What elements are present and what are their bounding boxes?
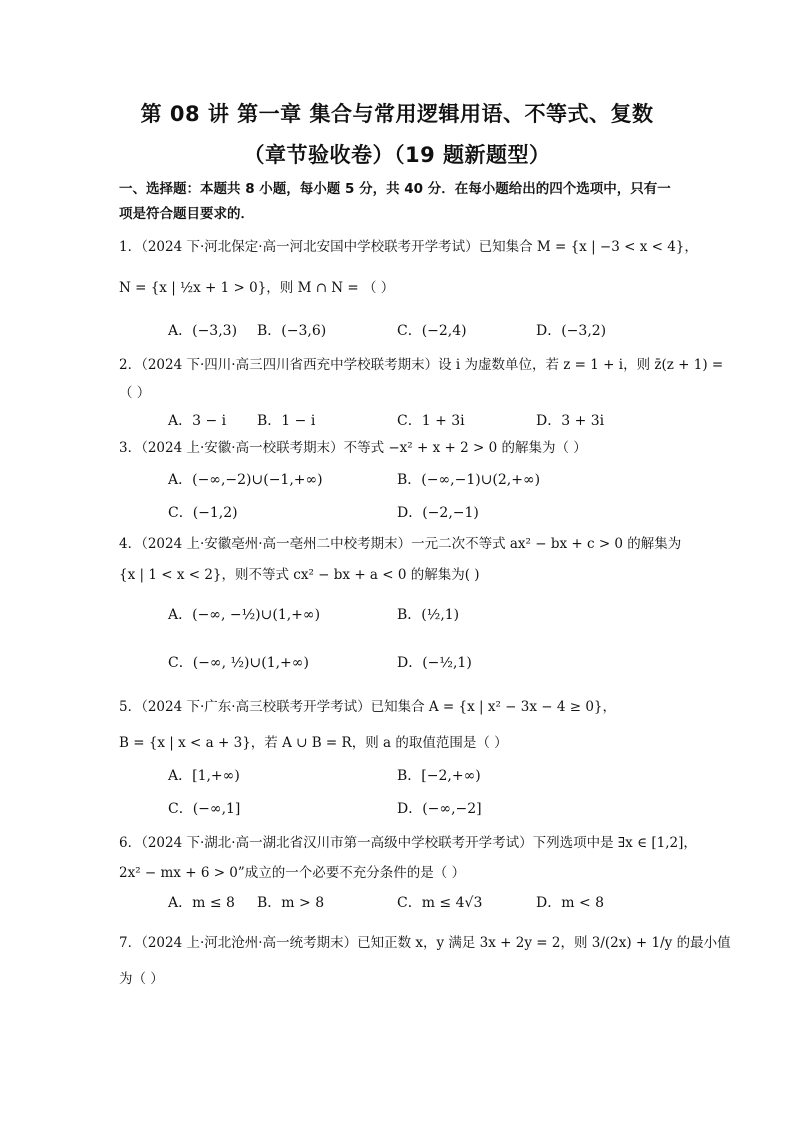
question-5-option-a: A．[1,+∞) (168, 768, 240, 784)
question-4-line-2: {x | 1 < x < 2}，则不等式 cx² − bx + a < 0 的解集为( ) (119, 567, 480, 583)
question-1-option-d: D．(−3,2) (536, 323, 607, 339)
question-6-line-1: 6．（2024 下·湖北·高一湖北省汉川市第一高级中学校联考开学考试）下列选项中是 ∃x ∈ [1,2]， (119, 835, 697, 851)
question-2-option-b: B．1 − i (257, 413, 316, 429)
question-6-line-2: 2x² − mx + 6 > 0”成立的一个必要不充分条件的是（ ） (119, 865, 466, 881)
question-4-option-c: C．(−∞, ½)∪(1,+∞) (168, 655, 309, 671)
question-5-line-2: B = {x | x < a + 3}，若 A ∪ B = R，则 a 的取值范围是（ ） (119, 735, 508, 751)
question-7-line-1: 7．（2024 上·河北沧州·高一统考期末）已知正数 x，y 满足 3x + 2y = 2，则 3/(2x) + 1/y 的最小值 (119, 935, 731, 951)
question-4-option-b: B．(½,1) (397, 607, 460, 623)
question-6-option-b: B．m > 8 (257, 895, 325, 911)
section-heading-line-1: 一、选择题：本题共 8 小题，每小题 5 分，共 40 分．在每小题给出的四个选项中，只有一 (119, 181, 671, 197)
question-1-option-b: B．(−3,6) (257, 323, 327, 339)
question-6-option-d: D．m < 8 (536, 895, 605, 911)
question-6-option-a: A．m ≤ 8 (168, 895, 235, 911)
question-3-option-d: D．(−2,−1) (397, 505, 479, 521)
question-4-line-1: 4．（2024 上·安徽亳州·高一亳州二中校考期末）一元二次不等式 ax² − bx + c > 0 的解集为 (119, 536, 682, 552)
question-5-option-c: C．(−∞,1] (168, 801, 241, 817)
question-1-line-1: 1．（2024 下·河北保定·高一河北安国中学校联考开学考试）已知集合 M = {x | −3 < x < 4}， (119, 239, 698, 255)
question-3-line-1: 3．（2024 上·安徽·高一校联考期末）不等式 −x² + x + 2 > 0 的解集为（ ） (119, 440, 587, 456)
question-2-line-1: 2．（2024 下·四川·高三四川省西充中学校联考期末）设 i 为虚数单位，若 z = 1 + i，则 z̄(z + 1) = (119, 357, 724, 373)
question-5-option-b: B．[−2,+∞) (397, 768, 481, 784)
question-3-option-b: B．(−∞,−1)∪(2,+∞) (397, 472, 541, 488)
question-4-option-a: A．(−∞, −½)∪(1,+∞) (168, 607, 321, 623)
question-3-option-c: C．(−1,2) (168, 505, 238, 521)
question-4-option-d: D．(−½,1) (397, 655, 472, 671)
question-2-option-a: A．3 − i (168, 413, 227, 429)
title-line-2: （章节验收卷）（19 题新题型） (243, 143, 551, 167)
question-7-line-2: 为（ ） (119, 971, 164, 987)
question-2-line-2: （ ） (119, 385, 151, 401)
title-line-1: 第 08 讲 第一章 集合与常用逻辑用语、不等式、复数 (140, 102, 654, 126)
question-2-option-c: C．1 + 3i (397, 413, 465, 429)
question-6-option-c: C．m ≤ 4√3 (397, 895, 483, 911)
question-5-line-1: 5．（2024 下·广东·高三校联考开学考试）已知集合 A = {x | x² − 3x − 4 ≥ 0}， (119, 699, 617, 715)
question-3-option-a: A．(−∞,−2)∪(−1,+∞) (168, 472, 323, 488)
question-1-option-c: C．(−2,4) (397, 323, 467, 339)
question-1-line-2: N = {x | ½x + 1 > 0}，则 M ∩ N = （ ） (119, 280, 395, 296)
question-1-option-a: A．(−3,3) (168, 323, 238, 339)
question-2-option-d: D．3 + 3i (536, 413, 605, 429)
question-5-option-d: D．(−∞,−2] (397, 801, 482, 817)
section-heading-line-2: 项是符合题目要求的． (119, 206, 254, 222)
